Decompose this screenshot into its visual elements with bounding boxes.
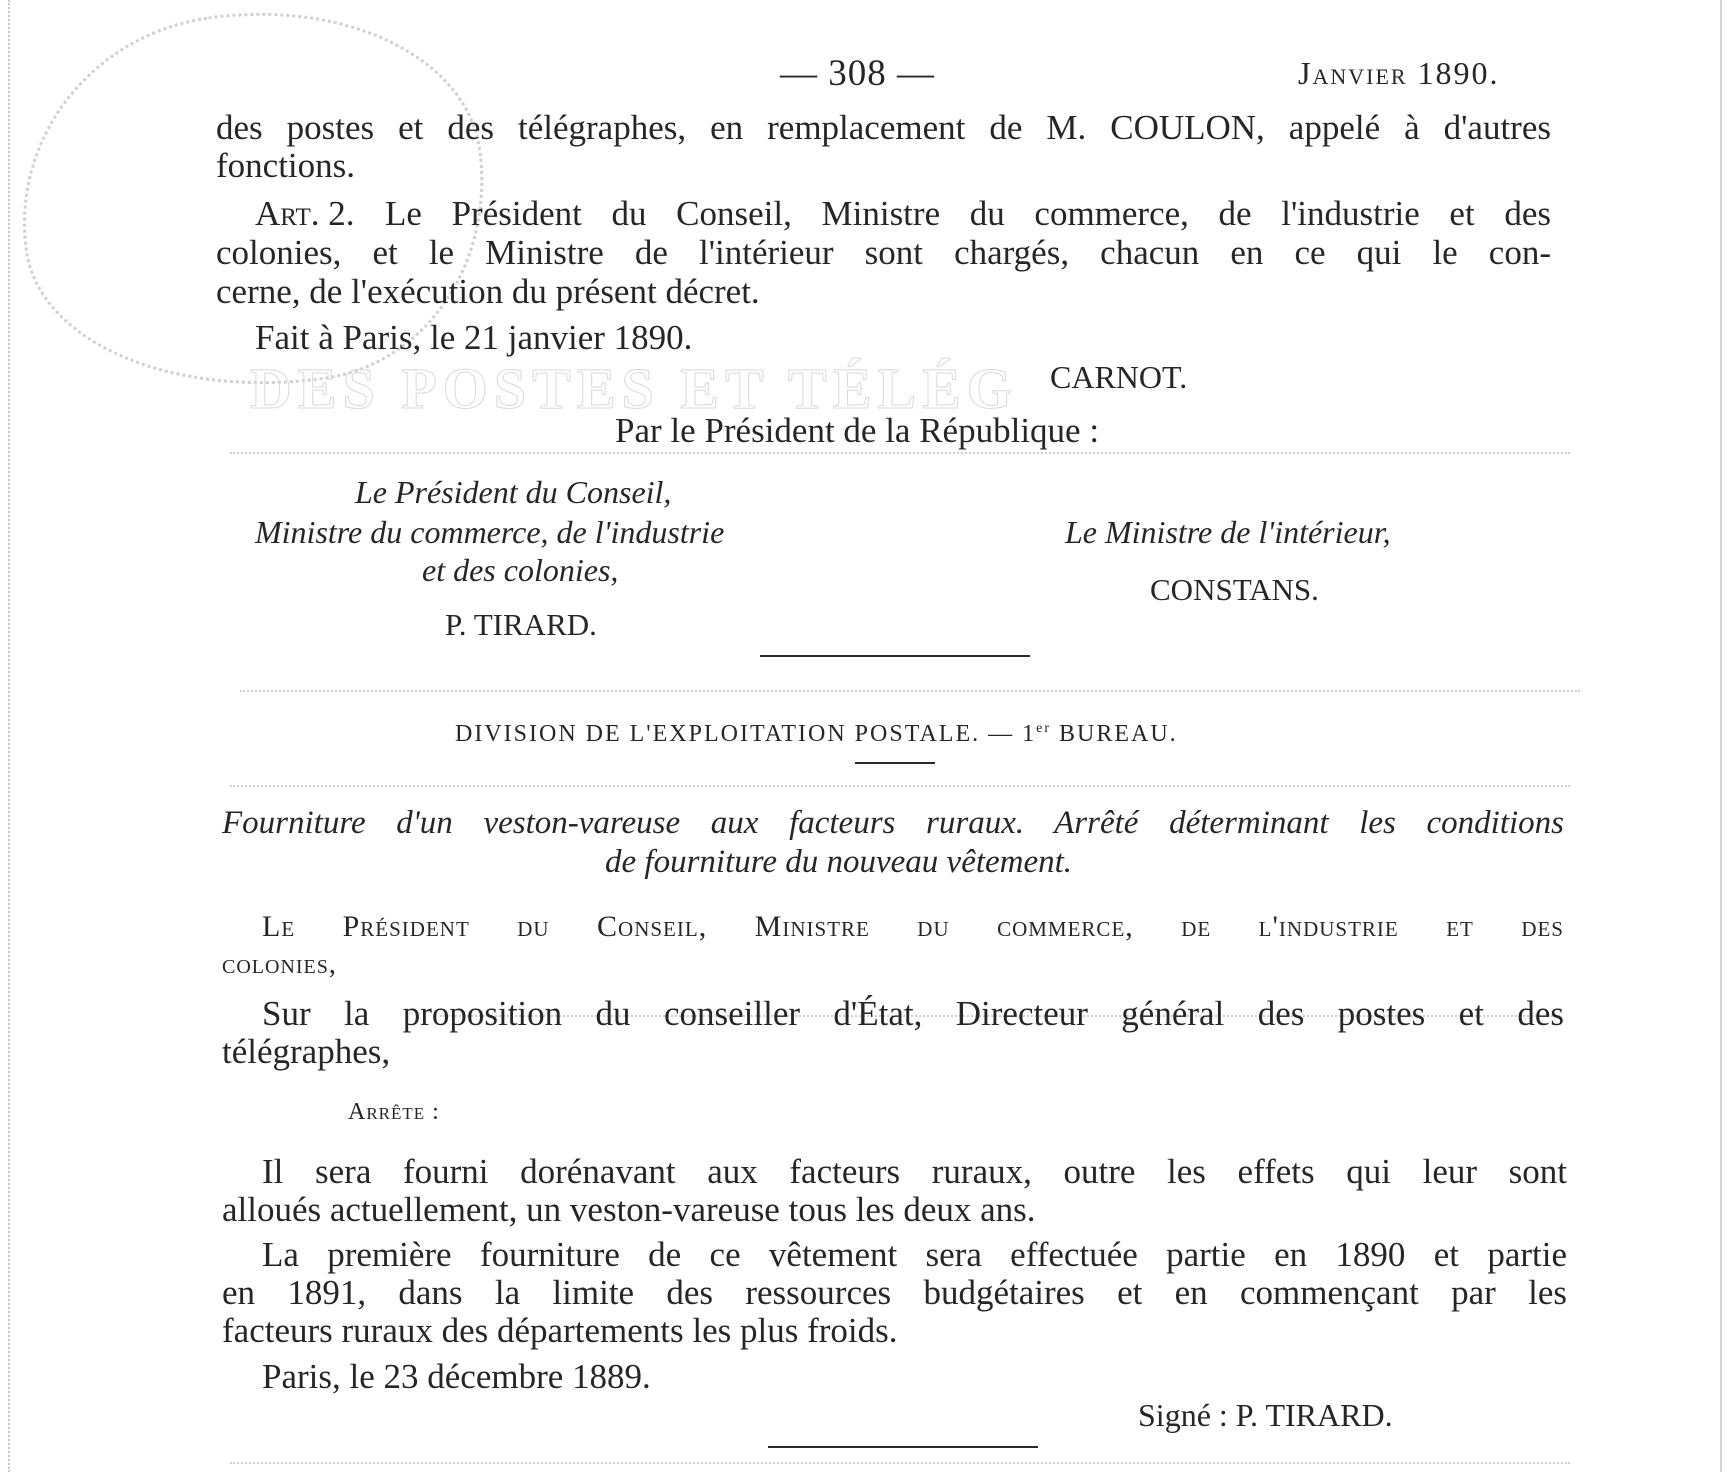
left-signatory-title: Le Président du Conseil, [355, 474, 672, 510]
done-at-line: Fait à Paris, le 21 janvier 1890. [255, 318, 693, 357]
right-signatory-title: Le Ministre de l'intérieur, [1065, 514, 1391, 550]
article-2-label [255, 195, 354, 233]
paragraph-line: alloués actuellement, un veston-vareuse tous les deux ans. [222, 1190, 1036, 1229]
decree-text-line: des postes et des télégraphes, en remplacement de M. COULON, appelé à d'autres [216, 108, 1551, 147]
signature-carnot: CARNOT. [1050, 359, 1188, 395]
end-rule [768, 1446, 1038, 1448]
separator-rule [760, 655, 1030, 657]
preamble-line: colonies, [222, 949, 337, 980]
noise-line [230, 452, 1570, 454]
running-head: Janvier 1890. [1298, 55, 1500, 91]
short-rule [855, 762, 935, 764]
left-signatory-title: Ministre du commerce, de l'industrie [255, 514, 725, 550]
scan-left-edge [8, 0, 11, 1472]
subject-line: Fourniture d'un veston-vareuse aux facteurs ruraux. Arrêté déterminant les conditions [222, 805, 1564, 841]
proposition-line: Sur la proposition du conseiller d'État, Directeur général des postes et des [262, 994, 1564, 1033]
noise-line [230, 785, 1570, 787]
paragraph-line: La première fourniture de ce vêtement sera effectuée partie en 1890 et partie [262, 1235, 1567, 1274]
paragraph-line: Il sera fourni dorénavant aux facteurs ruraux, outre les effets qui leur sont [262, 1152, 1567, 1191]
article-2-line: colonies, et le Ministre de l'intérieur sont chargés, chacun en ce qui le con- [216, 233, 1551, 272]
section-heading-text: DIVISION DE L'EXPLOITATION POSTALE. — 1 [455, 721, 1037, 747]
paragraph-line: en 1891, dans la limite des ressources budgétaires et en commençant par les [222, 1273, 1567, 1312]
arrete-signature: Signé : P. TIRARD. [1138, 1397, 1393, 1433]
scan-right-edge [1720, 0, 1723, 1472]
preamble-line: Le Président du Conseil, Ministre du commerce, de l'industrie et des [262, 910, 1564, 943]
decree-text-line: fonctions. [216, 146, 356, 185]
by-president-line: Par le Président de la République : [615, 411, 1100, 450]
paragraph-line: facteurs ruraux des départements les plus froids. [222, 1311, 898, 1350]
left-signatory-title: et des colonies, [422, 552, 619, 588]
left-signatory-name: P. TIRARD. [445, 607, 597, 642]
page-number: — 308 — [780, 53, 935, 94]
article-2-line: Le Président du Conseil, Ministre du commerce, de l'industrie et des [385, 194, 1551, 233]
article-label: Art. 2. [255, 194, 355, 233]
show-through-text: DES POSTES ET TÉLÉG [250, 356, 1018, 421]
subject-line: de fourniture du nouveau vêtement. [605, 844, 1073, 880]
noise-line [240, 690, 1580, 692]
noise-line [230, 1462, 1570, 1464]
right-signatory-name: CONSTANS. [1150, 572, 1319, 607]
section-heading-superscript: er [1036, 721, 1051, 736]
section-heading-tail: BUREAU. [1051, 721, 1178, 747]
article-2-line: cerne, de l'exécution du présent décret. [216, 272, 760, 311]
arrete-label: Arrête : [348, 1099, 440, 1125]
section-heading [455, 710, 1178, 753]
proposition-line: télégraphes, [222, 1032, 391, 1071]
arrete-date: Paris, le 23 décembre 1889. [262, 1357, 651, 1396]
